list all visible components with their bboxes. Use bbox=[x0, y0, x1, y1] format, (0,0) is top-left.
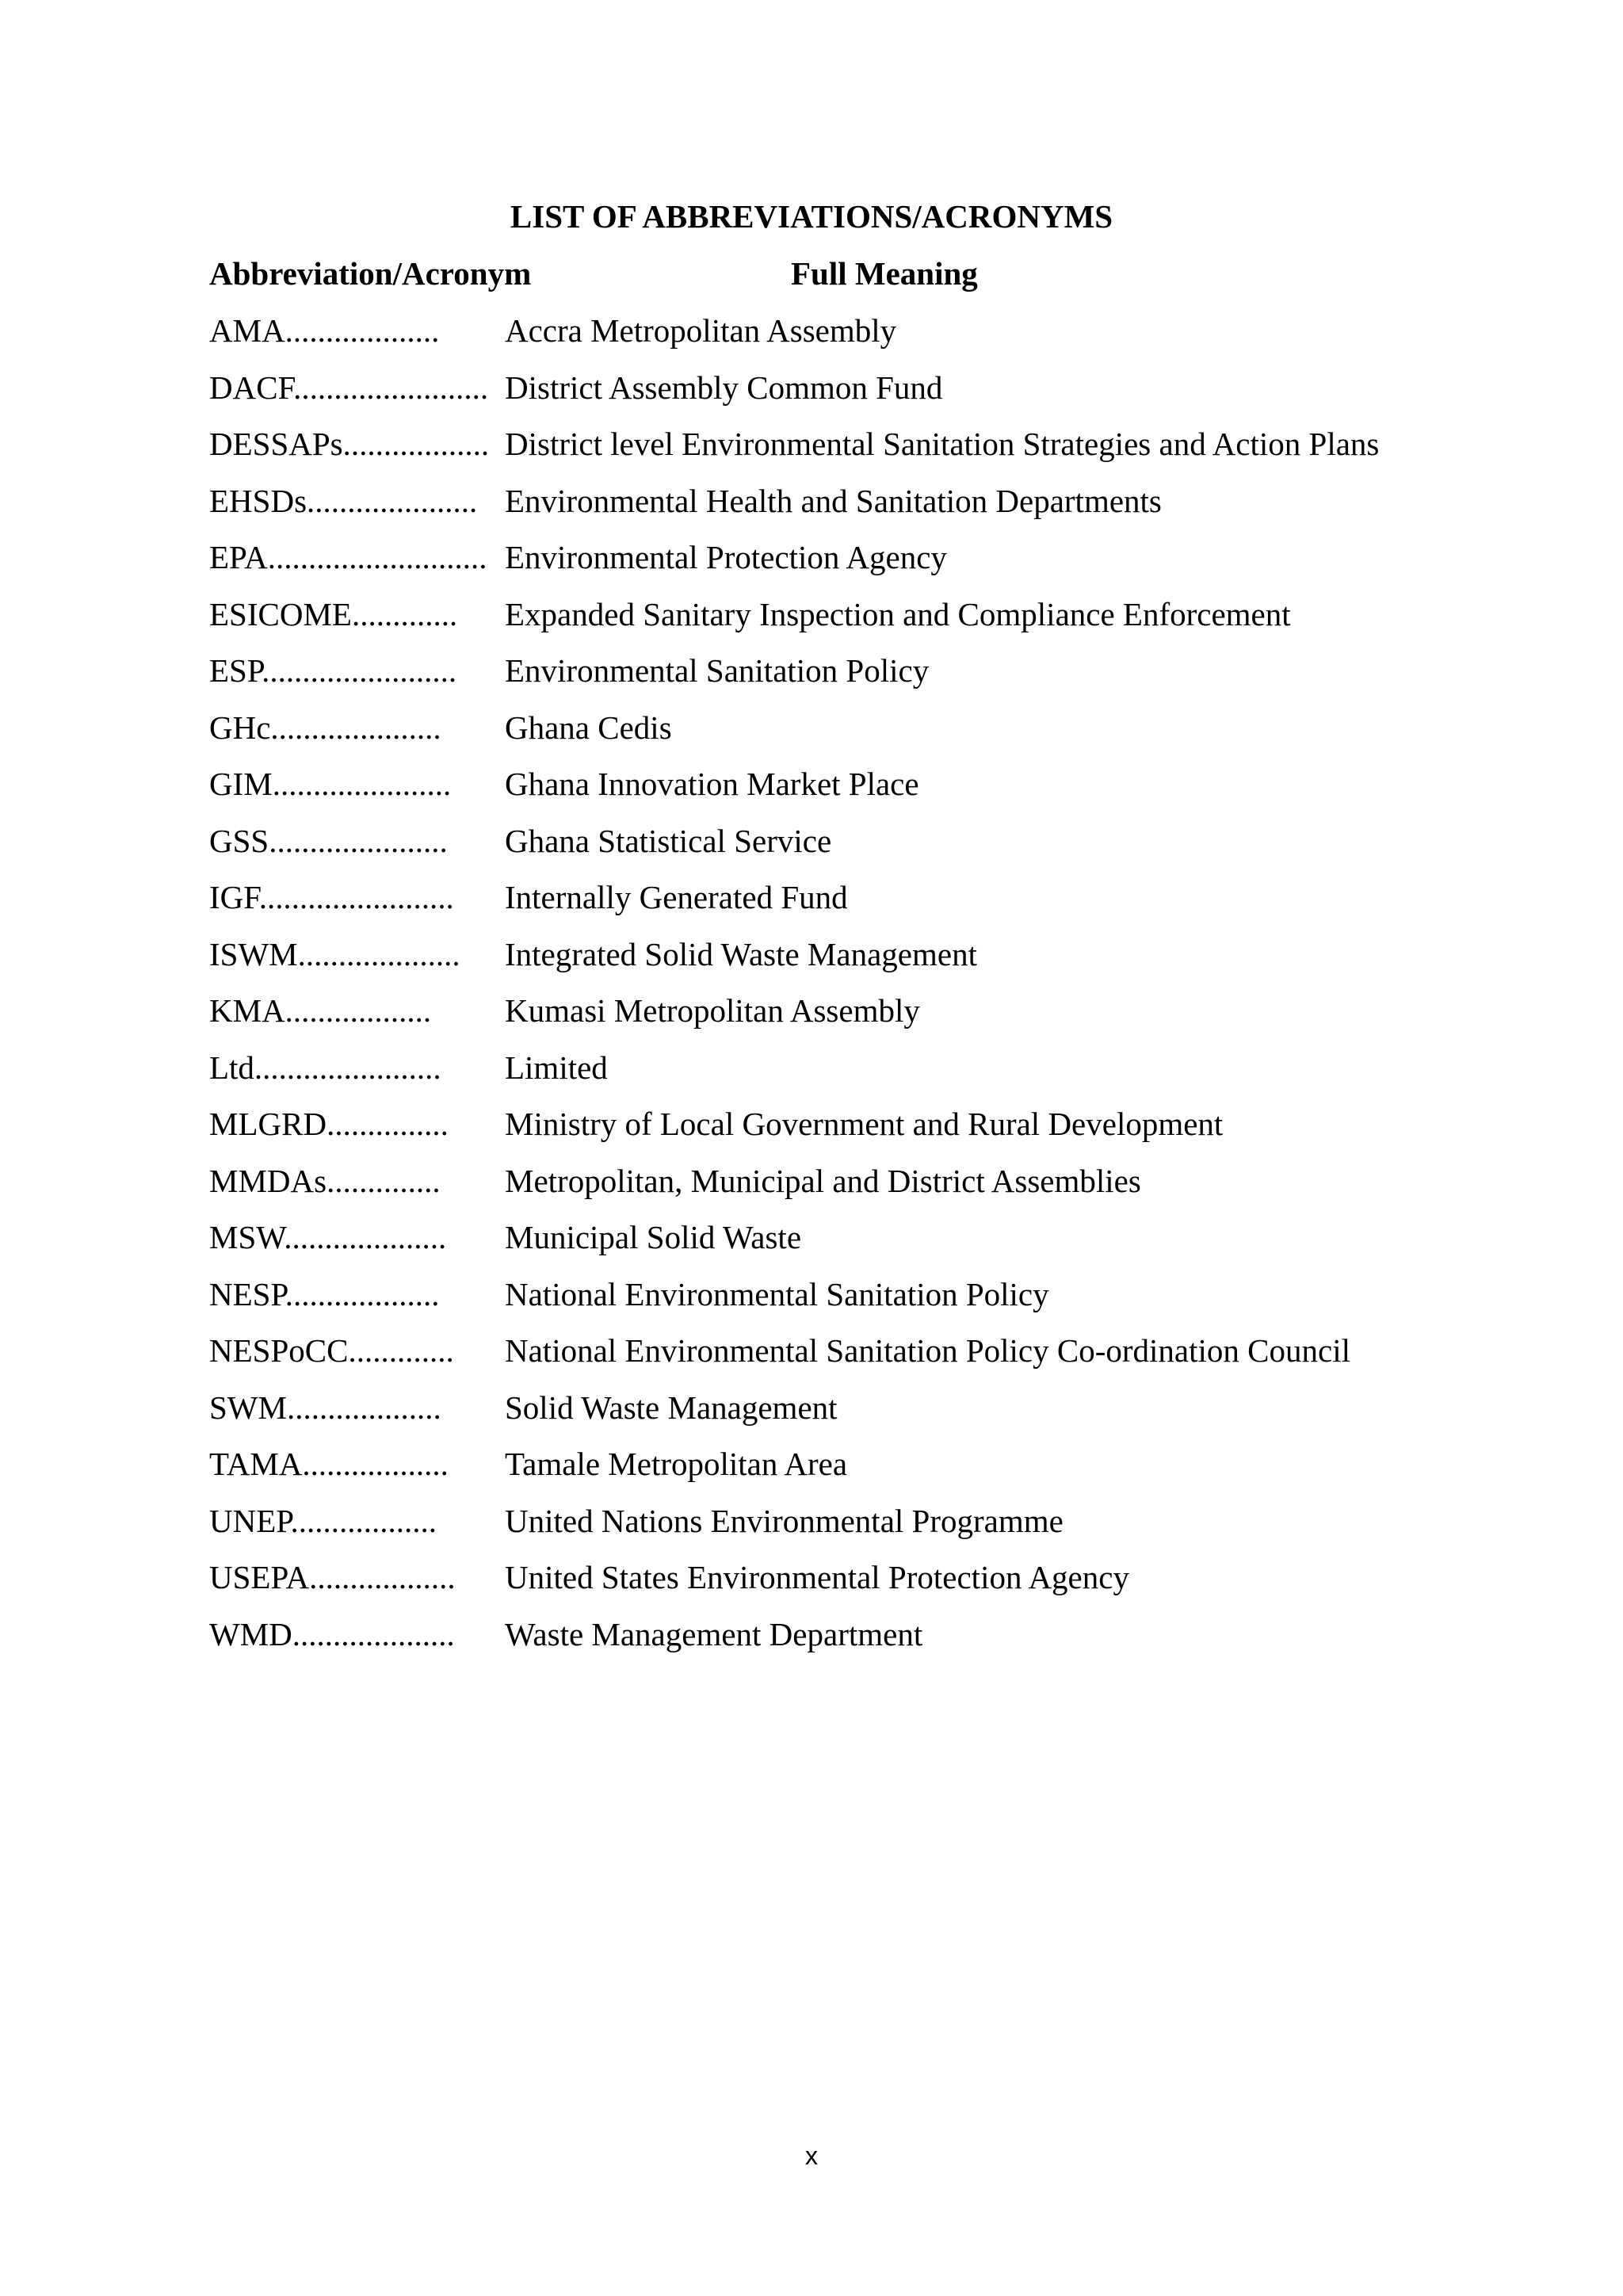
full-meaning: Environmental Sanitation Policy bbox=[505, 652, 930, 689]
abbreviation: DACF........................ bbox=[209, 369, 489, 406]
full-meaning: Ministry of Local Government and Rural Development bbox=[505, 1106, 1224, 1142]
full-meaning: Waste Management Department bbox=[505, 1615, 923, 1652]
abbreviation-entry bbox=[209, 368, 1445, 425]
abbreviation: MLGRD............... bbox=[209, 1106, 449, 1142]
page-number: x bbox=[805, 2141, 818, 2170]
abbreviation-entry bbox=[209, 1557, 1445, 1614]
full-meaning: United States Environmental Protection Agency bbox=[505, 1559, 1129, 1595]
abbreviation-entry bbox=[209, 764, 1445, 821]
abbreviation: ISWM.................... bbox=[209, 935, 460, 972]
abbreviation: DESSAPs.................. bbox=[209, 426, 490, 462]
abbreviation: AMA................... bbox=[209, 312, 440, 349]
abbreviation-entry bbox=[209, 1048, 1445, 1105]
abbreviation: Ltd....................... bbox=[209, 1049, 441, 1086]
abbreviation-entry bbox=[209, 1501, 1445, 1558]
column-header-row bbox=[209, 254, 1477, 293]
full-meaning: National Environmental Sanitation Policy Co-ordination Council bbox=[505, 1332, 1350, 1369]
full-meaning: District Assembly Common Fund bbox=[505, 369, 943, 406]
abbreviation-entry bbox=[209, 991, 1445, 1048]
abbreviation-entry bbox=[209, 651, 1445, 708]
abbreviation-entry bbox=[209, 481, 1445, 538]
abbreviation-column-header: Abbreviation/Acronym bbox=[209, 255, 532, 292]
abbreviation-entry bbox=[209, 708, 1445, 765]
full-meaning: National Environmental Sanitation Policy bbox=[505, 1275, 1049, 1312]
abbreviation-entry bbox=[209, 1444, 1445, 1501]
abbreviation: KMA.................. bbox=[209, 992, 432, 1029]
meaning-column-header: Full Meaning bbox=[791, 255, 978, 292]
abbreviation-entry bbox=[209, 821, 1445, 878]
abbreviation: TAMA.................. bbox=[209, 1446, 449, 1482]
abbreviation: GSS...................... bbox=[209, 822, 448, 859]
full-meaning: Ghana Cedis bbox=[505, 709, 672, 746]
abbreviation: EHSDs..................... bbox=[209, 482, 478, 519]
abbreviation: EPA........................... bbox=[209, 539, 487, 575]
abbreviation-entry bbox=[209, 1104, 1445, 1161]
full-meaning: Kumasi Metropolitan Assembly bbox=[505, 992, 920, 1029]
abbreviation: MSW.................... bbox=[209, 1219, 447, 1255]
abbreviation-entry bbox=[209, 1217, 1445, 1274]
abbreviation: USEPA.................. bbox=[209, 1559, 456, 1595]
full-meaning: Accra Metropolitan Assembly bbox=[505, 312, 897, 349]
abbreviation: MMDAs.............. bbox=[209, 1162, 441, 1199]
abbreviation-entry bbox=[209, 877, 1445, 934]
abbreviation: GHc..................... bbox=[209, 709, 441, 746]
abbreviation: IGF........................ bbox=[209, 879, 454, 915]
abbreviation-entry bbox=[209, 1614, 1445, 1671]
abbreviation: UNEP.................. bbox=[209, 1502, 437, 1539]
full-meaning: Environmental Health and Sanitation Departments bbox=[505, 482, 1162, 519]
abbreviation: GIM...................... bbox=[209, 766, 452, 802]
abbreviation-entry bbox=[209, 424, 1445, 481]
abbreviation: ESP........................ bbox=[209, 652, 457, 689]
abbreviation-entry bbox=[209, 594, 1445, 651]
full-meaning: Limited bbox=[505, 1049, 608, 1086]
abbreviation: NESPoCC............. bbox=[209, 1332, 454, 1369]
abbreviation: SWM................... bbox=[209, 1389, 441, 1426]
full-meaning: Expanded Sanitary Inspection and Compliance Enforcement bbox=[505, 595, 1291, 632]
abbreviation-entry bbox=[209, 934, 1445, 991]
full-meaning: Metropolitan, Municipal and District Assemblies bbox=[505, 1162, 1141, 1199]
abbreviation-entry bbox=[209, 537, 1445, 594]
page-title: LIST OF ABBREVIATIONS/ACRONYMS bbox=[510, 198, 1113, 235]
abbreviation: NESP................... bbox=[209, 1275, 440, 1312]
abbreviation-entry bbox=[209, 1274, 1445, 1331]
full-meaning: United Nations Environmental Programme bbox=[505, 1502, 1064, 1539]
full-meaning: Integrated Solid Waste Management bbox=[505, 935, 977, 972]
full-meaning: Environmental Protection Agency bbox=[505, 539, 947, 575]
full-meaning: Ghana Statistical Service bbox=[505, 822, 832, 859]
abbreviation-entry bbox=[209, 1331, 1445, 1388]
abbreviation-entry bbox=[209, 1161, 1445, 1218]
abbreviation-list bbox=[209, 311, 1445, 1671]
abbreviation: WMD.................... bbox=[209, 1615, 455, 1652]
abbreviation-entry bbox=[209, 1388, 1445, 1445]
full-meaning: District level Environmental Sanitation Strategies and Action Plans bbox=[505, 426, 1380, 462]
full-meaning: Ghana Innovation Market Place bbox=[505, 766, 919, 802]
full-meaning: Tamale Metropolitan Area bbox=[505, 1446, 848, 1482]
full-meaning: Solid Waste Management bbox=[505, 1389, 838, 1426]
full-meaning: Municipal Solid Waste bbox=[505, 1219, 802, 1255]
full-meaning: Internally Generated Fund bbox=[505, 879, 848, 915]
abbreviation-entry bbox=[209, 311, 1445, 368]
abbreviation: ESICOME............. bbox=[209, 595, 458, 632]
